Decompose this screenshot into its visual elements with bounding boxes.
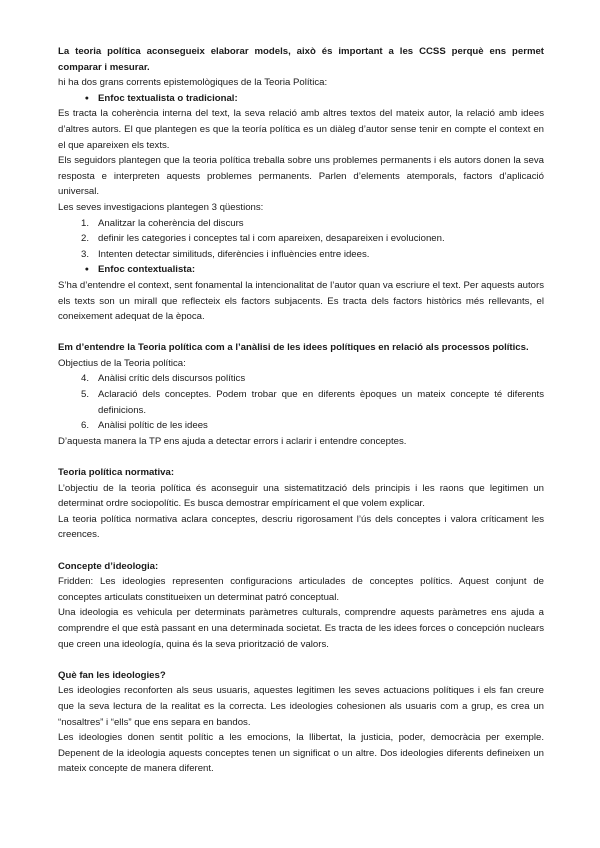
list-item <box>58 216 544 232</box>
textualista-title: Enfoc textualista o tradicional: <box>98 92 238 104</box>
list-item <box>58 387 544 418</box>
bullet-contextualista <box>58 262 544 278</box>
normativa-p1: L’objectiu de la teoria política és aconseguir una sistematització dels principis i les raons que legitimen un determinat ordre sociopolític. Es busca demostrar empíricament el que volem explicar. <box>58 482 544 510</box>
list-text: Analitzar la coherència del discurs <box>98 217 244 229</box>
list-item <box>58 371 544 387</box>
analisi-heading: Em d’entendre la Teoria política com a l’anàlisi de les idees polítiques en relació als processos polítics. <box>58 342 529 354</box>
ideologia-heading: Concepte d’ideologia: <box>58 560 159 572</box>
quefan-heading: Què fan les ideologies? <box>58 669 166 681</box>
textualista-p1: Es tracta la coherència interna del text, la seva relació amb altres textos del mateix autor, la relació amb idees d’altres autors. El que plantegen es que la teoría política es un diàleg d’autor sense tenir en compte el context en el que apareixen els texts. <box>58 108 544 151</box>
textualista-p3: Les seves investigacions plantegen 3 qüestions: <box>58 201 264 213</box>
list-number: 3. <box>80 248 89 260</box>
list-number: 6. <box>80 420 89 432</box>
list-text: Aclaració dels conceptes. Podem trobar que en diferents èpoques un mateix concepte té diferents definicions. <box>98 389 544 416</box>
list-number: 5. <box>80 389 89 401</box>
intro-line: hi ha dos grans corrents epistemològiques de la Teoria Política: <box>58 77 328 89</box>
textualista-list <box>58 216 544 263</box>
list-number: 2. <box>80 233 89 245</box>
normativa-p2: La teoria política normativa aclara conceptes, descriu rigorosament l’ús dels conceptes i valora críticament les creences. <box>58 513 544 541</box>
list-item <box>58 231 544 247</box>
analisi-list <box>58 371 544 433</box>
quefan-p2: Les ideologies donen sentit polític a les emocions, la llibertat, la justicia, poder, democràcia per exemple. Depenent de la ideologia aquests conceptes tenen un significat o un altre. Dos ideologies diferents defineixen un mateix concepte de manera diferent. <box>58 732 544 775</box>
contextualista-p1: S’ha d’entendre el context, sent fonamental la intencionalitat de l’autor quan va escriure el text. Per aquests autors els texts son un mirall que reflecteix els factors subjacents. Es tracta dels factors històrics més rellevants, el coneixement adequat de la època. <box>58 279 544 323</box>
normativa-heading: Teoria política normativa: <box>58 467 175 479</box>
analisi-closing: D’aquesta manera la TP ens ajuda a detectar errors i aclarir i entendre conceptes. <box>58 435 407 447</box>
list-text: Anàlisi polític de les idees <box>98 420 208 432</box>
quefan-p1: Les ideologies reconforten als seus usuaris, aquestes legitimen les seves actuacions polítiques i els fan creure que la seva lectura de la realitat es la correcta. Les ideologies cohesionen als usuaris com a grup, es crea un “nosaltres” i “ells” que ens separa en bandos. <box>58 685 544 728</box>
list-text: Intenten detectar similituds, diferències i influències entre idees. <box>98 248 370 260</box>
contextualista-title: Enfoc contextualista: <box>98 264 196 276</box>
list-item <box>58 247 544 263</box>
analisi-line: Objectius de la Teoria política: <box>58 357 186 369</box>
list-number: 4. <box>80 373 89 385</box>
list-item <box>58 418 544 434</box>
bullet-icon: ● <box>84 266 89 274</box>
list-number: 1. <box>80 217 89 229</box>
intro-heading: La teoria política aconsegueix elaborar models, això és important a les CCSS perquè ens permet comparar i mesurar. <box>58 46 544 73</box>
bullet-icon: ● <box>84 94 89 102</box>
ideologia-p2: Una ideologia es vehicula per determinats paràmetres culturals, comprendre aquests paràmetres ens ajuda a comprendre el que està passant en una determinada societat. Es tracta de les idees forces o concepción nuclears que creen una ideología, quina és la seva priorització de valors. <box>58 607 544 650</box>
list-text: definir les categories i conceptes tal i com apareixen, desapareixen i evolucionen. <box>98 233 445 245</box>
textualista-p2: Els seguidors plantegen que la teoria política treballa sobre uns problemes permanents i els autors donen la seva resposta e interpreten aquests problemes permanents. Parlen d’elements atemporals, factors d’aplicació universal. <box>58 155 544 198</box>
list-text: Anàlisi crític dels discursos polítics <box>98 373 246 385</box>
ideologia-p1: Fridden: Les ideologies representen configuracions articulades de conceptes polítics. Aquest conjunt de conceptes articulats constitueixen un determinat patró conceptual. <box>58 576 544 603</box>
bullet-textualista <box>58 91 544 107</box>
